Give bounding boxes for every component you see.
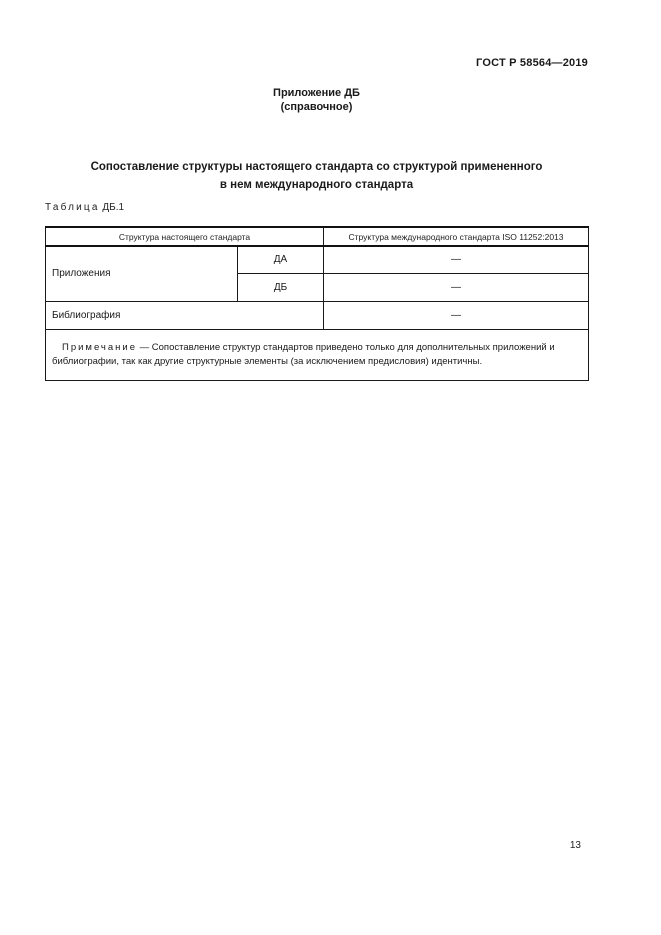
cell-appendix-da: ДА	[238, 246, 324, 273]
text-block	[45, 0, 588, 381]
section-title-line1: Сопоставление структуры настоящего стандарта со структурой примененного	[90, 161, 543, 173]
cell-appendices: Приложения	[46, 246, 238, 301]
table-row-bibliography	[46, 301, 589, 329]
table-note-cell	[46, 329, 589, 380]
page-number: 13	[569, 840, 581, 851]
table-header-row	[46, 227, 589, 246]
note-text: — Сопоставление структур стандартов приведено только для дополнительных приложений и библиографии, так как другие структурные элементы (за исключением предисловия) идентичны.	[52, 341, 555, 367]
table-caption-word: Таблица	[45, 202, 100, 213]
standard-code: ГОСТ Р 58564—2019	[476, 57, 588, 69]
table-caption	[45, 201, 588, 214]
note-paragraph	[52, 341, 582, 369]
cell-dash-3: —	[324, 301, 589, 329]
table-row-appendix-da	[46, 246, 589, 273]
table-caption-number: ДБ.1	[102, 202, 125, 213]
column-header-this-standard: Структура настоящего стандарта	[46, 227, 324, 246]
cell-dash-1: —	[324, 246, 589, 273]
note-label: Примечание	[62, 341, 137, 353]
column-header-iso-standard: Структура международного стандарта ISO 11252:2013	[324, 227, 589, 246]
document-header	[45, 56, 588, 70]
section-title	[45, 158, 588, 194]
section-title-line2: в нем международного стандарта	[219, 179, 414, 191]
cell-appendix-db: ДБ	[238, 273, 324, 301]
structure-comparison-table	[45, 226, 589, 381]
appendix-subtitle: (справочное)	[280, 101, 353, 113]
appendix-title: Приложение ДБ	[273, 87, 360, 99]
cell-bibliography: Библиография	[46, 301, 324, 329]
table-note-row	[46, 329, 589, 380]
cell-dash-2: —	[324, 273, 589, 301]
appendix-heading	[45, 86, 588, 114]
